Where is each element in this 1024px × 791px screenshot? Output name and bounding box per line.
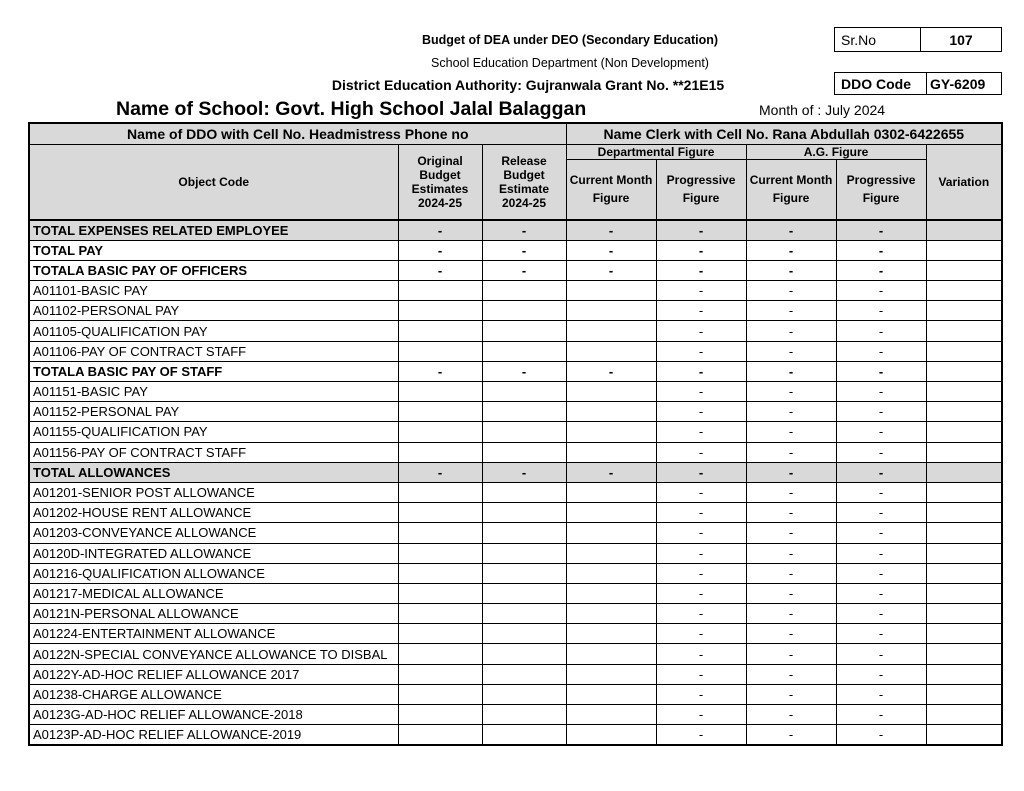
department-subtitle: School Education Department (Non Development) — [431, 56, 709, 70]
ag-current-cell: - — [746, 462, 836, 482]
variation-cell — [926, 644, 1002, 664]
ag-current-month-header: Current Month Figure — [746, 160, 836, 220]
object-code-cell: A0122Y-AD-HOC RELIEF ALLOWANCE 2017 — [29, 664, 398, 684]
ag-progressive-cell: - — [836, 260, 926, 280]
dept-current-cell — [566, 664, 656, 684]
original-cell — [398, 684, 482, 704]
release-cell — [482, 321, 566, 341]
variation-cell — [926, 260, 1002, 280]
ag-current-cell: - — [746, 260, 836, 280]
variation-cell — [926, 402, 1002, 422]
variation-cell — [926, 684, 1002, 704]
variation-cell — [926, 382, 1002, 402]
ag-progressive-cell: - — [836, 503, 926, 523]
ag-progressive-cell: - — [836, 604, 926, 624]
dept-progressive-cell: - — [656, 503, 746, 523]
ag-progressive-cell: - — [836, 402, 926, 422]
dept-current-cell — [566, 281, 656, 301]
release-cell — [482, 664, 566, 684]
ag-progressive-cell: - — [836, 341, 926, 361]
dept-progressive-cell: - — [656, 321, 746, 341]
dept-current-cell — [566, 583, 656, 603]
budget-table-body — [29, 220, 1002, 746]
dept-current-cell — [566, 523, 656, 543]
school-name: Name of School: Govt. High School Jalal Balaggan — [116, 98, 587, 120]
dept-current-cell — [566, 684, 656, 704]
dept-current-cell — [566, 543, 656, 563]
ag-progressive-cell: - — [836, 361, 926, 381]
dept-progressive-cell: - — [656, 725, 746, 746]
original-cell — [398, 442, 482, 462]
serial-number-box — [834, 27, 1002, 52]
release-cell — [482, 422, 566, 442]
table-row — [29, 624, 1002, 644]
release-cell — [482, 684, 566, 704]
release-cell — [482, 705, 566, 725]
original-cell — [398, 422, 482, 442]
dept-progressive-cell: - — [656, 422, 746, 442]
object-code-cell: A01152-PERSONAL PAY — [29, 402, 398, 422]
dept-progressive-cell: - — [656, 644, 746, 664]
table-row — [29, 664, 1002, 684]
dept-progressive-cell: - — [656, 664, 746, 684]
ag-progressive-cell: - — [836, 664, 926, 684]
serial-number-label: Sr.No — [835, 28, 921, 51]
table-row — [29, 402, 1002, 422]
dept-current-cell: - — [566, 462, 656, 482]
object-code-cell: A01202-HOUSE RENT ALLOWANCE — [29, 503, 398, 523]
object-code-cell: A01224-ENTERTAINMENT ALLOWANCE — [29, 624, 398, 644]
original-cell — [398, 725, 482, 746]
dept-progressive-cell: - — [656, 523, 746, 543]
object-code-cell: A0121N-PERSONAL ALLOWANCE — [29, 604, 398, 624]
release-cell — [482, 583, 566, 603]
release-cell — [482, 563, 566, 583]
dept-progressive-cell: - — [656, 341, 746, 361]
object-code-cell: TOTAL EXPENSES RELATED EMPLOYEE — [29, 220, 398, 241]
dept-current-cell: - — [566, 240, 656, 260]
ag-progressive-cell: - — [836, 442, 926, 462]
release-cell — [482, 644, 566, 664]
ag-progressive-cell: - — [836, 220, 926, 241]
dept-progressive-cell: - — [656, 240, 746, 260]
object-code-cell: A0122N-SPECIAL CONVEYANCE ALLOWANCE TO DISBAL — [29, 644, 398, 664]
object-code-cell: A01102-PERSONAL PAY — [29, 301, 398, 321]
original-cell — [398, 543, 482, 563]
dept-progressive-cell: - — [656, 543, 746, 563]
ddo-name-header: Name of DDO with Cell No. Headmistress Phone no — [29, 123, 566, 145]
table-row — [29, 644, 1002, 664]
table-row — [29, 482, 1002, 502]
variation-cell — [926, 604, 1002, 624]
table-row — [29, 422, 1002, 442]
table-row — [29, 240, 1002, 260]
table-row — [29, 361, 1002, 381]
variation-cell — [926, 422, 1002, 442]
release-cell — [482, 382, 566, 402]
variation-cell — [926, 240, 1002, 260]
original-cell — [398, 482, 482, 502]
ag-figure-header: A.G. Figure — [746, 145, 926, 160]
ag-progressive-cell: - — [836, 482, 926, 502]
object-code-cell: A01216-QUALIFICATION ALLOWANCE — [29, 563, 398, 583]
dept-current-cell — [566, 503, 656, 523]
original-cell: - — [398, 361, 482, 381]
original-cell: - — [398, 240, 482, 260]
dept-progressive-cell: - — [656, 260, 746, 280]
variation-cell — [926, 664, 1002, 684]
dept-progressive-cell: - — [656, 684, 746, 704]
original-cell — [398, 523, 482, 543]
report-title: Budget of DEA under DEO (Secondary Education) — [421, 33, 719, 47]
ag-current-cell: - — [746, 382, 836, 402]
ag-current-cell: - — [746, 341, 836, 361]
variation-cell — [926, 220, 1002, 241]
dept-current-cell: - — [566, 220, 656, 241]
dept-current-cell — [566, 563, 656, 583]
release-cell: - — [482, 240, 566, 260]
dept-progressive-cell: - — [656, 281, 746, 301]
original-cell: - — [398, 462, 482, 482]
variation-cell — [926, 321, 1002, 341]
object-code-cell: TOTALA BASIC PAY OF STAFF — [29, 361, 398, 381]
departmental-figure-header: Departmental Figure — [566, 145, 746, 160]
ag-current-cell: - — [746, 644, 836, 664]
dept-current-cell — [566, 321, 656, 341]
ag-current-cell: - — [746, 543, 836, 563]
table-row — [29, 301, 1002, 321]
object-code-cell: A0123G-AD-HOC RELIEF ALLOWANCE-2018 — [29, 705, 398, 725]
dept-current-cell — [566, 301, 656, 321]
ag-progressive-cell: - — [836, 705, 926, 725]
dept-progressive-cell: - — [656, 382, 746, 402]
dept-current-cell: - — [566, 361, 656, 381]
variation-header: Variation — [926, 145, 1002, 220]
ag-current-cell: - — [746, 361, 836, 381]
object-code-cell: TOTALA BASIC PAY OF OFFICERS — [29, 260, 398, 280]
table-row — [29, 220, 1002, 241]
variation-cell — [926, 482, 1002, 502]
table-row — [29, 684, 1002, 704]
release-cell: - — [482, 260, 566, 280]
table-row — [29, 583, 1002, 603]
original-cell: - — [398, 220, 482, 241]
dept-progressive-header: Progressive Figure — [656, 160, 746, 220]
variation-cell — [926, 523, 1002, 543]
variation-cell — [926, 341, 1002, 361]
ag-progressive-cell: - — [836, 644, 926, 664]
dept-current-cell — [566, 422, 656, 442]
table-row — [29, 725, 1002, 746]
variation-cell — [926, 361, 1002, 381]
original-cell — [398, 281, 482, 301]
ag-current-cell: - — [746, 482, 836, 502]
release-cell — [482, 281, 566, 301]
dept-current-cell — [566, 382, 656, 402]
table-row — [29, 705, 1002, 725]
object-code-cell: TOTAL ALLOWANCES — [29, 462, 398, 482]
object-code-cell: TOTAL PAY — [29, 240, 398, 260]
table-row — [29, 341, 1002, 361]
table-row — [29, 281, 1002, 301]
release-cell — [482, 341, 566, 361]
table-row — [29, 462, 1002, 482]
ag-progressive-cell: - — [836, 382, 926, 402]
object-code-cell: A01203-CONVEYANCE ALLOWANCE — [29, 523, 398, 543]
ag-progressive-cell: - — [836, 523, 926, 543]
table-row — [29, 260, 1002, 280]
dept-current-cell — [566, 482, 656, 502]
object-code-cell: A01105-QUALIFICATION PAY — [29, 321, 398, 341]
dept-progressive-cell: - — [656, 220, 746, 241]
dept-current-cell — [566, 442, 656, 462]
dept-progressive-cell: - — [656, 482, 746, 502]
serial-number-value: 107 — [949, 31, 973, 48]
table-row — [29, 442, 1002, 462]
ddo-code-box — [834, 72, 1002, 95]
object-code-cell: A01155-QUALIFICATION PAY — [29, 422, 398, 442]
release-cell — [482, 301, 566, 321]
ag-current-cell: - — [746, 402, 836, 422]
variation-cell — [926, 281, 1002, 301]
object-code-cell: A01156-PAY OF CONTRACT STAFF — [29, 442, 398, 462]
variation-cell — [926, 705, 1002, 725]
ag-current-cell: - — [746, 684, 836, 704]
dept-progressive-cell: - — [656, 462, 746, 482]
table-row — [29, 382, 1002, 402]
dept-current-cell — [566, 402, 656, 422]
variation-cell — [926, 725, 1002, 746]
original-cell — [398, 624, 482, 644]
dept-current-cell: - — [566, 260, 656, 280]
dept-current-cell — [566, 725, 656, 746]
dept-progressive-cell: - — [656, 583, 746, 603]
dept-progressive-cell: - — [656, 402, 746, 422]
variation-cell — [926, 563, 1002, 583]
ag-current-cell: - — [746, 503, 836, 523]
object-code-cell: A01151-BASIC PAY — [29, 382, 398, 402]
release-cell — [482, 725, 566, 746]
release-cell — [482, 624, 566, 644]
object-code-cell: A0120D-INTEGRATED ALLOWANCE — [29, 543, 398, 563]
ag-progressive-cell: - — [836, 321, 926, 341]
original-cell — [398, 341, 482, 361]
release-cell — [482, 523, 566, 543]
ag-progressive-cell: - — [836, 563, 926, 583]
ag-current-cell: - — [746, 583, 836, 603]
release-budget-header: Release Budget Estimate 2024-25 — [482, 145, 566, 220]
variation-cell — [926, 503, 1002, 523]
variation-cell — [926, 301, 1002, 321]
original-budget-header: Original Budget Estimates 2024-25 — [398, 145, 482, 220]
original-cell — [398, 382, 482, 402]
release-cell — [482, 503, 566, 523]
original-cell — [398, 644, 482, 664]
dept-progressive-cell: - — [656, 563, 746, 583]
dept-progressive-cell: - — [656, 301, 746, 321]
ddo-code-value: GY-6209 — [930, 75, 986, 92]
original-cell — [398, 503, 482, 523]
object-code-cell: A01238-CHARGE ALLOWANCE — [29, 684, 398, 704]
release-cell — [482, 482, 566, 502]
object-code-cell: A01101-BASIC PAY — [29, 281, 398, 301]
variation-cell — [926, 462, 1002, 482]
variation-cell — [926, 624, 1002, 644]
dept-progressive-cell: - — [656, 604, 746, 624]
dept-progressive-cell: - — [656, 442, 746, 462]
ag-current-cell: - — [746, 604, 836, 624]
object-code-cell: A0123P-AD-HOC RELIEF ALLOWANCE-2019 — [29, 725, 398, 746]
object-code-cell: A01217-MEDICAL ALLOWANCE — [29, 583, 398, 603]
object-code-header: Object Code — [29, 145, 398, 220]
release-cell: - — [482, 361, 566, 381]
dept-progressive-cell: - — [656, 361, 746, 381]
report-month: Month of : July 2024 — [759, 102, 886, 118]
release-cell — [482, 402, 566, 422]
ag-current-cell: - — [746, 664, 836, 684]
ag-current-cell: - — [746, 725, 836, 746]
original-cell — [398, 664, 482, 684]
original-cell — [398, 583, 482, 603]
variation-cell — [926, 583, 1002, 603]
ddo-code-label: DDO Code — [835, 73, 927, 94]
ag-progressive-cell: - — [836, 462, 926, 482]
table-row — [29, 563, 1002, 583]
dept-progressive-cell: - — [656, 624, 746, 644]
release-cell — [482, 442, 566, 462]
dept-current-cell — [566, 341, 656, 361]
dept-current-cell — [566, 705, 656, 725]
table-row — [29, 604, 1002, 624]
original-cell — [398, 321, 482, 341]
ag-current-cell: - — [746, 301, 836, 321]
dept-progressive-cell: - — [656, 705, 746, 725]
ag-progressive-cell: - — [836, 301, 926, 321]
release-cell — [482, 543, 566, 563]
dept-current-cell — [566, 644, 656, 664]
budget-table — [28, 122, 1003, 746]
release-cell — [482, 604, 566, 624]
ag-current-cell: - — [746, 705, 836, 725]
ag-progressive-cell: - — [836, 422, 926, 442]
ag-current-cell: - — [746, 422, 836, 442]
ag-progressive-cell: - — [836, 240, 926, 260]
clerk-name-header: Name Clerk with Cell No. Rana Abdullah 0302-6422655 — [566, 123, 1002, 145]
ag-current-cell: - — [746, 624, 836, 644]
object-code-cell: A01201-SENIOR POST ALLOWANCE — [29, 482, 398, 502]
ag-progressive-cell: - — [836, 281, 926, 301]
ag-progressive-header: Progressive Figure — [836, 160, 926, 220]
original-cell — [398, 301, 482, 321]
ag-current-cell: - — [746, 321, 836, 341]
original-cell — [398, 604, 482, 624]
release-cell: - — [482, 462, 566, 482]
ag-current-cell: - — [746, 220, 836, 241]
ag-current-cell: - — [746, 240, 836, 260]
table-row — [29, 543, 1002, 563]
original-cell — [398, 563, 482, 583]
dept-current-cell — [566, 604, 656, 624]
authority-grant-line: District Education Authority: Gujranwala Grant No. **21E15 — [331, 77, 725, 93]
release-cell: - — [482, 220, 566, 241]
ag-current-cell: - — [746, 563, 836, 583]
ag-current-cell: - — [746, 442, 836, 462]
object-code-cell: A01106-PAY OF CONTRACT STAFF — [29, 341, 398, 361]
variation-cell — [926, 442, 1002, 462]
ag-progressive-cell: - — [836, 684, 926, 704]
original-cell: - — [398, 260, 482, 280]
table-row — [29, 321, 1002, 341]
original-cell — [398, 705, 482, 725]
ag-current-cell: - — [746, 523, 836, 543]
original-cell — [398, 402, 482, 422]
variation-cell — [926, 543, 1002, 563]
table-row — [29, 503, 1002, 523]
table-row — [29, 523, 1002, 543]
ag-progressive-cell: - — [836, 583, 926, 603]
ag-progressive-cell: - — [836, 543, 926, 563]
dept-current-month-header: Current Month Figure — [566, 160, 656, 220]
ag-progressive-cell: - — [836, 725, 926, 746]
dept-current-cell — [566, 624, 656, 644]
ag-progressive-cell: - — [836, 624, 926, 644]
ag-current-cell: - — [746, 281, 836, 301]
